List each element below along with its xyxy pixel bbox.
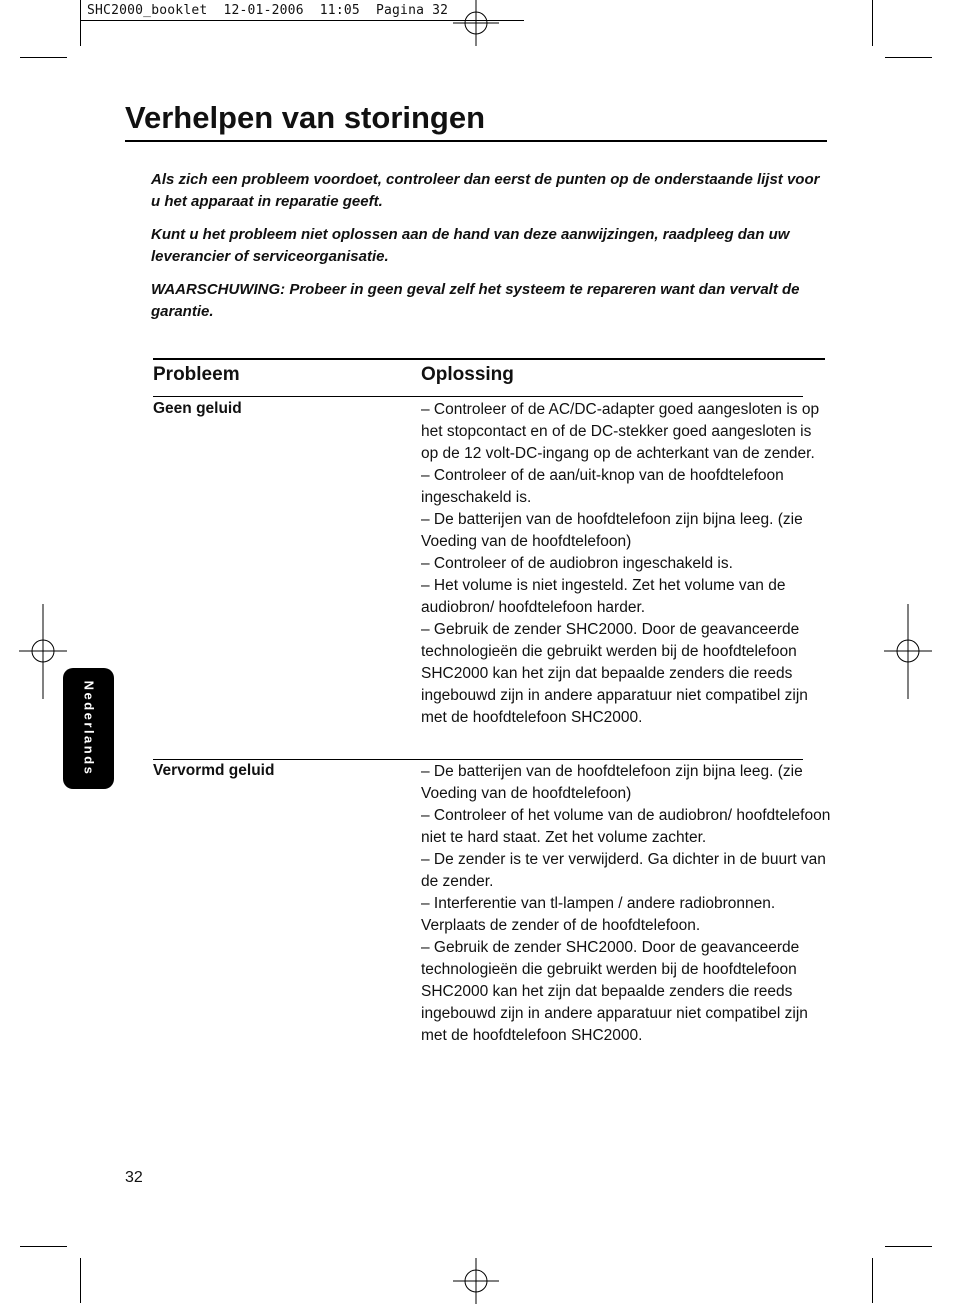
crop-mark	[80, 1258, 81, 1303]
language-tab-label: Nederlands	[81, 680, 96, 777]
solution-item: – De batterijen van de hoofdtelefoon zijn bijna leeg. (zie Voeding van de hoofdtelefoon)	[421, 511, 803, 550]
crop-mark	[20, 57, 67, 58]
crop-mark	[885, 57, 932, 58]
warning-paragraph	[151, 279, 831, 323]
solution-item: – Controleer of de audiobron ingeschakeld is.	[421, 555, 733, 572]
solution-list	[421, 761, 831, 1047]
warning-text: Probeer in geen geval zelf het systeem te repareren want dan vervalt de garantie.	[151, 281, 800, 320]
solution-item: – Gebruik de zender SHC2000. Door de geavanceerde technologieën die gebruikt werden bij de hoofdtelefoon SHC2000 kan het zijn dat bepaalde zenders die reeds ingebouwd zijn in andere apparatuur niet compatibel zijn met de hoofdtelefoon SHC2000.	[421, 621, 808, 726]
solution-item: – Het volume is niet ingesteld. Zet het volume van de audiobron/ hoofdtelefoon harder.	[421, 577, 786, 616]
page-number: 32	[125, 1169, 143, 1186]
solution-item: – Controleer of de AC/DC-adapter goed aangesloten is op het stopcontact en of de DC-stekker goed aangesloten is op de 12 volt-DC-ingang op de achterkant van de zender.	[421, 401, 820, 462]
solution-list	[421, 399, 831, 729]
column-header-problem: Probleem	[153, 364, 240, 385]
print-slug: SHC2000_booklet 12-01-2006 11:05 Pagina 32	[87, 3, 449, 18]
crop-mark	[20, 1246, 67, 1247]
solution-item: – Interferentie van tl-lampen / andere radiobronnen. Verplaats de zender of de hoofdtelefoon.	[421, 895, 776, 934]
title-rule	[125, 140, 827, 142]
crop-mark	[80, 0, 81, 46]
language-tab	[63, 668, 114, 789]
solution-item: – Gebruik de zender SHC2000. Door de geavanceerde technologieën die gebruikt werden bij de hoofdtelefoon SHC2000 kan het zijn dat bepaalde zenders die reeds ingebouwd zijn in andere apparatuur niet compatibel zijn met de hoofdtelefoon SHC2000.	[421, 939, 808, 1044]
table-top-rule	[153, 358, 825, 360]
crop-mark	[885, 1246, 932, 1247]
crop-mark	[872, 1258, 873, 1303]
registration-mark-icon	[884, 604, 932, 699]
warning-label: WAARSCHUWING:	[151, 281, 286, 298]
row-rule	[153, 759, 803, 760]
column-header-solution: Oplossing	[421, 364, 514, 385]
intro-paragraph: Kunt u het probleem niet oplossen aan de hand van deze aanwijzingen, raadpleeg dan uw leverancier of serviceorganisatie.	[151, 226, 790, 265]
solution-item: – Controleer of de aan/uit-knop van de hoofdtelefoon ingeschakeld is.	[421, 467, 784, 506]
registration-mark-icon	[453, 0, 499, 46]
registration-mark-icon	[453, 1258, 499, 1304]
intro-paragraph: Als zich een probleem voordoet, controleer dan eerst de punten op de onderstaande lijst voor u het apparaat in reparatie geeft.	[151, 171, 820, 210]
crop-mark	[872, 0, 873, 46]
page-title: Verhelpen van storingen	[125, 100, 486, 135]
problem-label: Vervormd geluid	[153, 762, 275, 779]
solution-item: – De zender is te ver verwijderd. Ga dichter in de buurt van de zender.	[421, 851, 826, 890]
solution-item: – Controleer of het volume van de audiobron/ hoofdtelefoon niet te hard staat. Zet het volume zachter.	[421, 807, 831, 846]
registration-mark-icon	[19, 604, 67, 699]
header-rule	[153, 396, 803, 397]
problem-label: Geen geluid	[153, 400, 242, 417]
solution-item: – De batterijen van de hoofdtelefoon zijn bijna leeg. (zie Voeding van de hoofdtelefoon)	[421, 763, 803, 802]
